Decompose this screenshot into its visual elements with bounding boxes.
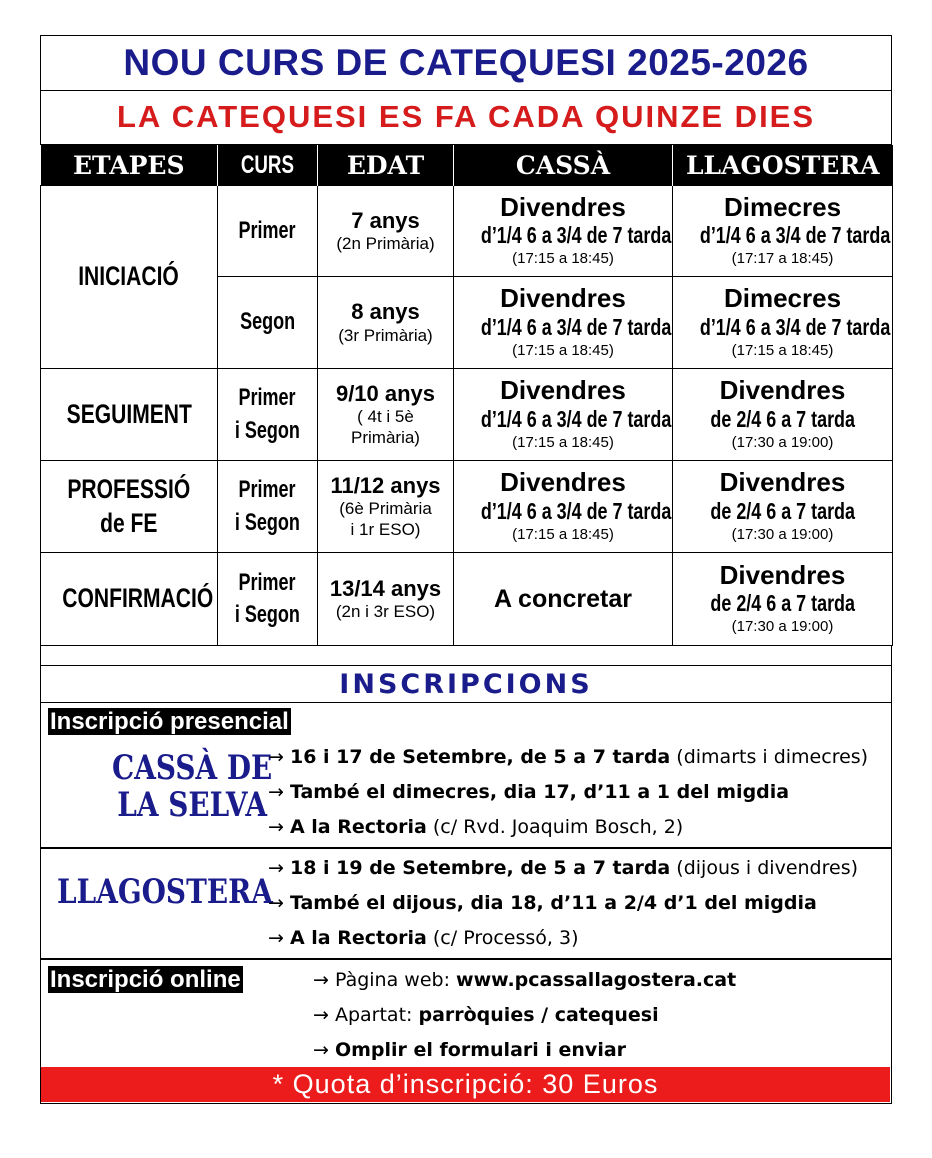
online-inscription-lines: [313, 963, 736, 1068]
cassa-inscription-lines: [268, 740, 868, 845]
edat-cell: 7 anys (2n Primària): [318, 186, 454, 277]
cassa-schedule-cell: Divendres d’1/4 6 a 3/4 de 7 tarda (17:15 a 18:45): [454, 186, 673, 277]
col-header-edat: EDAT: [318, 145, 454, 186]
online-label: Inscripció online: [50, 966, 241, 993]
llagostera-schedule-cell: Dimecres d’1/4 6 a 3/4 de 7 tarda (17:15 a 18:45): [673, 277, 893, 369]
col-header-cassa: CASSÀ: [454, 145, 673, 186]
etapa-cell: INICIACIÓ: [41, 186, 218, 369]
title-banner: [40, 35, 892, 91]
curs-cell: Primer i Segon: [218, 369, 318, 461]
quota-text: * Quota d’inscripció: 30 Euros: [272, 1069, 659, 1099]
table-row: [41, 369, 893, 461]
edat-cell: 11/12 anys (6è Primària i 1r ESO): [318, 461, 454, 553]
etapa-cell: PROFESSIÓ de FE: [41, 461, 218, 553]
curs-cell: Primer i Segon: [218, 461, 318, 553]
table-row: [41, 461, 893, 553]
inscriptions-heading: [40, 665, 892, 703]
inscriptions-title: INSCRIPCIONS: [339, 668, 593, 700]
list-item: → Omplir el formulari i enviar: [313, 1039, 627, 1061]
table-row: [41, 186, 893, 277]
divider: [40, 847, 892, 849]
llagostera-schedule-cell: Divendres de 2/4 6 a 7 tarda (17:30 a 19:00): [673, 553, 893, 646]
col-header-curs: CURS: [218, 145, 318, 186]
table-separator: [40, 646, 892, 666]
llagostera-city-name: LLAGOSTERA: [57, 872, 273, 912]
list-item: → A la Rectoria (c/ Processó, 3): [268, 927, 579, 949]
presencial-label: Inscripció presencial: [50, 708, 289, 735]
website-link: www.pcassallagostera.cat: [456, 969, 737, 991]
quota-banner: [41, 1067, 890, 1102]
edat-cell: 13/14 anys (2n i 3r ESO): [318, 553, 454, 646]
cassa-city-name: CASSÀ DE LA SELVA: [112, 748, 273, 825]
llagostera-schedule-cell: Divendres de 2/4 6 a 7 tarda (17:30 a 19:00): [673, 461, 893, 553]
edat-cell: 9/10 anys ( 4t i 5è Primària): [318, 369, 454, 461]
list-item: → Apartat: parròquies / catequesi: [313, 1004, 659, 1026]
list-item: → També el dimecres, dia 17, d’11 a 1 del migdia: [268, 781, 790, 803]
list-item: → Pàgina web: www.pcassallagostera.cat: [313, 969, 737, 991]
list-item: → També el dijous, dia 18, d’11 a 2/4 d’1 del migdia: [268, 892, 817, 914]
curs-cell: Primer i Segon: [218, 553, 318, 646]
list-item: → 18 i 19 de Setembre, de 5 a 7 tarda (dijous i divendres): [268, 857, 859, 879]
schedule-table: [40, 145, 893, 646]
col-header-etapes: ETAPES: [41, 145, 218, 186]
subtitle-banner: [40, 90, 892, 145]
list-item: → A la Rectoria (c/ Rvd. Joaquim Bosch, 2): [268, 816, 684, 838]
divider: [40, 958, 892, 960]
table-header-row: [41, 145, 893, 186]
page-title: NOU CURS DE CATEQUESI 2025-2026: [123, 42, 809, 83]
llagostera-schedule-cell: Divendres de 2/4 6 a 7 tarda (17:30 a 19:00): [673, 369, 893, 461]
cassa-schedule-cell: Divendres d’1/4 6 a 3/4 de 7 tarda (17:15 a 18:45): [454, 277, 673, 369]
curs-cell: Primer: [218, 186, 318, 277]
list-item: → 16 i 17 de Setembre, de 5 a 7 tarda (dimarts i dimecres): [268, 746, 869, 768]
cassa-schedule-cell: A concretar: [454, 553, 673, 646]
page-subtitle: LA CATEQUESI ES FA CADA QUINZE DIES: [116, 99, 816, 134]
llagostera-inscription-lines: [268, 851, 858, 956]
llagostera-schedule-cell: Dimecres d’1/4 6 a 3/4 de 7 tarda (17:17 a 18:45): [673, 186, 893, 277]
table-row: [41, 553, 893, 646]
cassa-schedule-cell: Divendres d’1/4 6 a 3/4 de 7 tarda (17:15 a 18:45): [454, 461, 673, 553]
cassa-schedule-cell: Divendres d’1/4 6 a 3/4 de 7 tarda (17:15 a 18:45): [454, 369, 673, 461]
curs-cell: Segon: [218, 277, 318, 369]
etapa-cell: CONFIRMACIÓ: [41, 553, 218, 646]
etapa-cell: SEGUIMENT: [41, 369, 218, 461]
edat-cell: 8 anys (3r Primària): [318, 277, 454, 369]
col-header-llagostera: LLAGOSTERA: [673, 145, 893, 186]
